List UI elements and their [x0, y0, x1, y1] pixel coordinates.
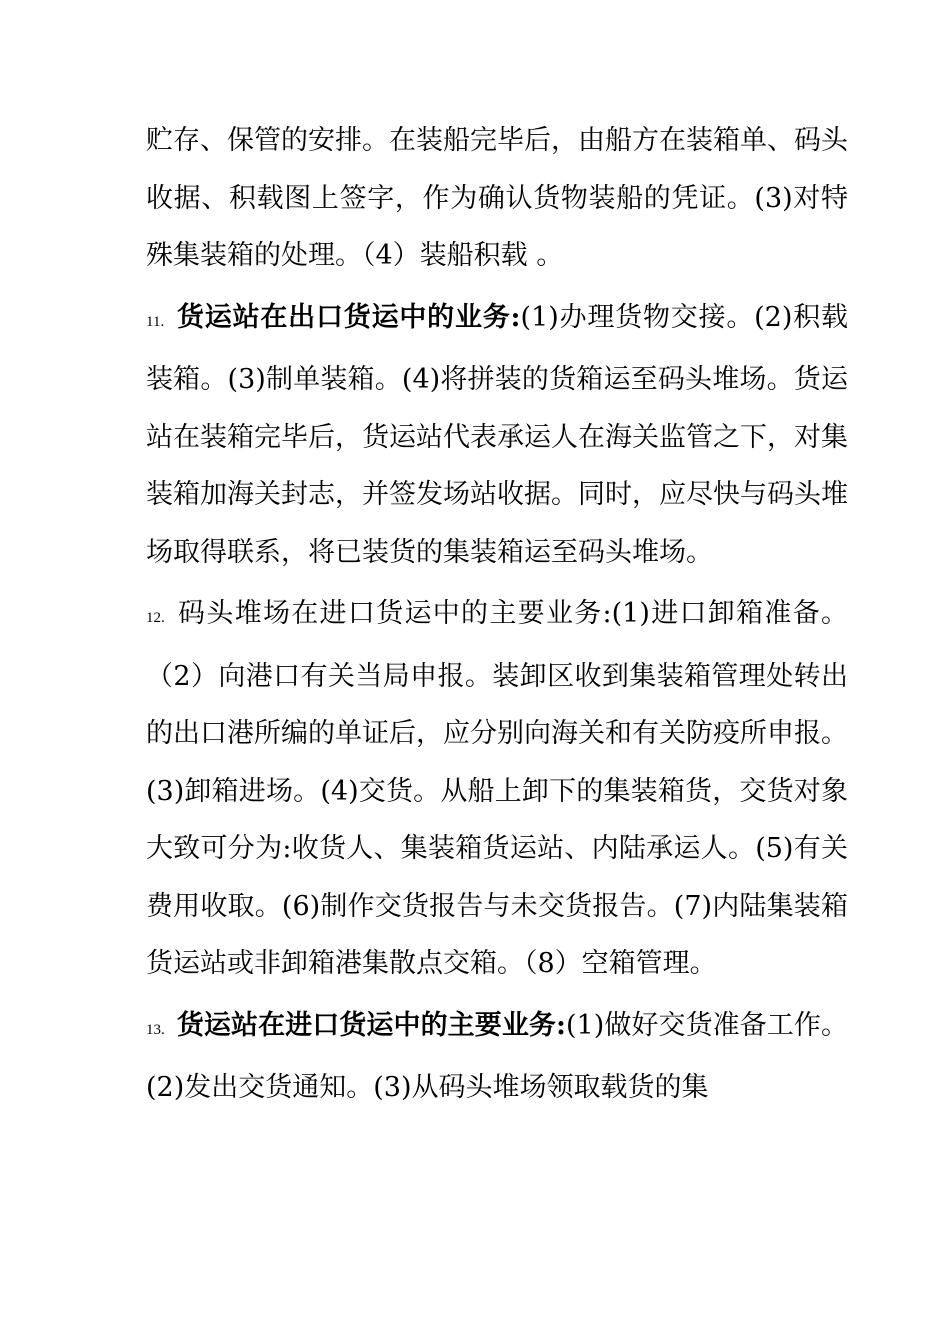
item-number: 11. [146, 313, 165, 330]
paragraph-item-13 [146, 997, 848, 1117]
item-heading: 货运站在进口货运中的主要业务: [176, 1009, 566, 1041]
item-heading: 货运站在出口货运中的业务: [176, 301, 521, 333]
item-number: 12. [146, 610, 165, 626]
paragraph-text: (1)做好交货准备工作。(2)发出交货通知。(3)从码头堆场领取载货的集 [146, 1009, 849, 1103]
paragraph-text: 码头堆场在进口货运中的主要业务:(1)进口卸箱准备。（2）向港口有关当局申报。装卸区收到集装箱管理处转出的出口港所编的单证后，应分别向海关和有关防疫所申报。(3)卸箱进场。(4)交货。从船上卸下的集装箱货，交货对象大致可分为:收货人、集装箱货运站、内陆承运人。(5)有关费用收取。(6)制作交货报告与未交货报告。(7)内陆集装箱货运站或非卸箱港集散点交箱。（8）空箱管理。 [146, 598, 848, 979]
document-body [146, 112, 848, 1121]
paragraph-item-11 [146, 289, 848, 582]
item-number: 13. [146, 1021, 165, 1038]
paragraph-text: 贮存、保管的安排。在装船完毕后，由船方在装箱单、码头收据、积载图上签字，作为确认货物装船的凭证。(3)对特殊集装箱的处理。（4）装船积载 。 [146, 125, 848, 271]
paragraph-item-12 [146, 585, 848, 993]
paragraph-text: (1)办理货物交接。(2)积载装箱。(3)制单装箱。(4)将拼装的货箱运至码头堆场。货运站在装箱完毕后，货运站代表承运人在海关监管之下，对集装箱加海关封志，并签发场站收据。同时，应尽快与码头堆场取得联系，将已装货的集装箱运至码头堆场。 [146, 301, 848, 568]
paragraph-continuation [146, 112, 848, 285]
